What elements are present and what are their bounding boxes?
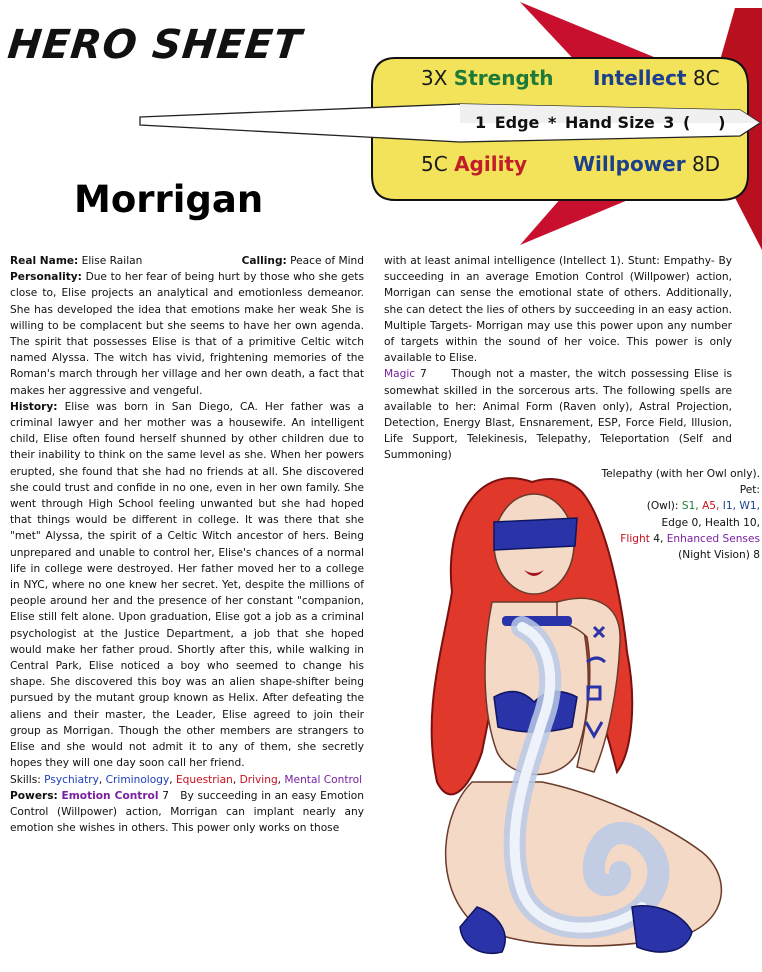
stat-strength	[421, 66, 554, 90]
edge-value: 1	[475, 113, 487, 132]
pet-owl: (Owl):	[646, 500, 679, 513]
history-paragraph	[10, 399, 364, 772]
edge-label: Edge	[494, 113, 540, 132]
real-name-label: Real Name:	[10, 255, 79, 267]
sheet-title: HERO SHEET	[5, 22, 305, 68]
hand-size-label: Hand Size	[564, 113, 655, 132]
history-label: History:	[10, 400, 58, 413]
edge-separator: *	[547, 113, 557, 132]
agility-label: Agility	[454, 152, 528, 176]
calling	[242, 253, 364, 269]
pet-night-vision: (Night Vision) 8	[678, 549, 760, 562]
emotion-control-name: Emotion Control	[61, 789, 159, 802]
skill-item: Equestrian	[175, 773, 233, 786]
pet-stats-line	[590, 498, 760, 514]
pet-willpower: W1,	[739, 500, 760, 513]
skills-line: Skills: Psychiatry, Criminology, Equestrian, Driving, Mental Control	[10, 773, 363, 786]
stat-intellect	[593, 66, 720, 90]
pet-strength: S1,	[681, 500, 699, 513]
magic-text: Though not a master, the witch possessing Elise is somewhat skilled in the sorcerous arts. The following spells are available to her: Animal Form (Raven only), Astral Projection, Detection, Energy Blast, Ensnarement, ESP, Force Field, Illusion, Life Support, Telekinesis, Telepathy, Teleportation (Self and Summoning)	[384, 368, 732, 462]
stat-agility	[421, 152, 527, 176]
willpower-label: Willpower	[573, 152, 686, 176]
blindfold	[494, 518, 577, 550]
willpower-value: 8D	[691, 152, 721, 176]
pet-flight: Flight	[620, 532, 650, 545]
pet-flight-value: 4,	[653, 532, 664, 545]
real-name-line	[10, 253, 364, 269]
skill-item: Psychiatry	[44, 773, 99, 786]
history-text: Elise was born in San Diego, CA. Her father was a criminal lawyer and her mother was a housewife. An intelligent child, Elise often found herself shunned by other children due to their inability to think on the same level as she. When her powers erupted, she found that she had no friends at all. She discovered she could trust and confide in no one, even in her own family. She went through High School feeling unwanted but she had hoped that things would be different in college. It was there that she "met" Alyssa, the spirit of a Celtic Witch ancestor of hers. Being unprepared and unable to control her, Elise's chances of a normal life in college were destroyed. Her father moved her to a college in NYC, where no one knew her secret. Yet, despite the millions of people around her and the presence of her constant "companion, Elise still felt alone. Upon graduation, Elise got a job as a criminal psychologist at the Justice Department, a job that she hoped would make her father proud. Shortly after this, while walking in Central Park, Elise noticed a boy who seemed to change his shape. She discovered this boy was an alien shape-shifter being pursued by the mutant group known as Helix. After defeating the aliens and their master, the Leader, Elise agreed to join their group as Morrigan. Though the other members are strangers to Elise and she would not admit it to any of them, she secretly hopes they will one day soon call her friend.	[10, 400, 364, 770]
hand-size-value: 3	[663, 113, 675, 132]
personality-paragraph	[10, 269, 364, 399]
skill-item: Driving	[239, 773, 278, 786]
calling-label: Calling:	[241, 255, 287, 267]
calling-value: Peace of Mind	[290, 255, 364, 267]
real-name-value: Elise Railan	[81, 255, 143, 267]
pet-label: Pet:	[739, 484, 760, 497]
emotion-control-text: By succeeding in an easy Emotion Control (Willpower) action, Morrigan can implant nearly any emotion she wishes in others. This power only works on those	[10, 789, 364, 835]
magic-paragraph	[384, 366, 732, 463]
stat-willpower	[573, 152, 720, 176]
powers-paragraph	[10, 788, 364, 837]
pet-enhanced-senses: Enhanced Senses	[666, 532, 760, 545]
personality-text: Due to her fear of being hurt by those who she gets close to, Elise projects an analytical and emotionless demeanor. She has developed the idea that emotions make her weak She is willing to be complacent but she seems to have her own agenda. The spirit that possesses Elise is that of a primitive Celtic witch named Alyssa. The witch has vivid, frightening memories of the Roman's march through her village and her own death, a fact that makes her aggressive and vengeful.	[10, 271, 364, 397]
magic-name: Magic	[384, 368, 416, 381]
left-column	[10, 253, 364, 836]
pet-flight-line	[590, 531, 760, 547]
skill-item: Mental Control	[284, 773, 363, 786]
strength-value: 3X	[421, 66, 448, 90]
telepathy-owl: Telepathy (with her Owl only).	[601, 468, 760, 480]
pet-agility: A5,	[702, 500, 720, 513]
agility-value: 5C	[421, 152, 448, 176]
personality-label: Personality:	[10, 271, 82, 284]
skills-label: Skills:	[10, 773, 41, 786]
emotion-control-value: 7	[162, 789, 169, 802]
powers-label: Powers:	[10, 789, 58, 802]
intellect-value: 8C	[692, 66, 720, 90]
edge-hand-size-row	[475, 113, 729, 132]
intellect-label: Intellect	[593, 66, 687, 90]
strength-label: Strength	[453, 66, 554, 90]
right-column	[384, 253, 732, 464]
emotion-control-continued: with at least animal intelligence (Intellect 1). Stunt: Empathy- By succeeding in an average Emotion Control (Willpower) action, Morrigan can sense the emotional state of others. Additionally, she can detect the lies of others by succeeding in an easy action. Multiple Targets- Morrigan may use this power upon any number of targets within the sound of her voice. This power is only available to Elise.	[384, 255, 733, 365]
pet-block	[590, 466, 760, 563]
hand-size-paren: ( )	[683, 113, 726, 132]
pet-intellect: I1,	[722, 500, 737, 513]
magic-value: 7	[420, 368, 427, 381]
pet-edge-health: Edge 0, Health 10,	[661, 516, 760, 529]
skill-item: Criminology	[105, 773, 170, 786]
hero-name: Morrigan	[74, 178, 264, 221]
